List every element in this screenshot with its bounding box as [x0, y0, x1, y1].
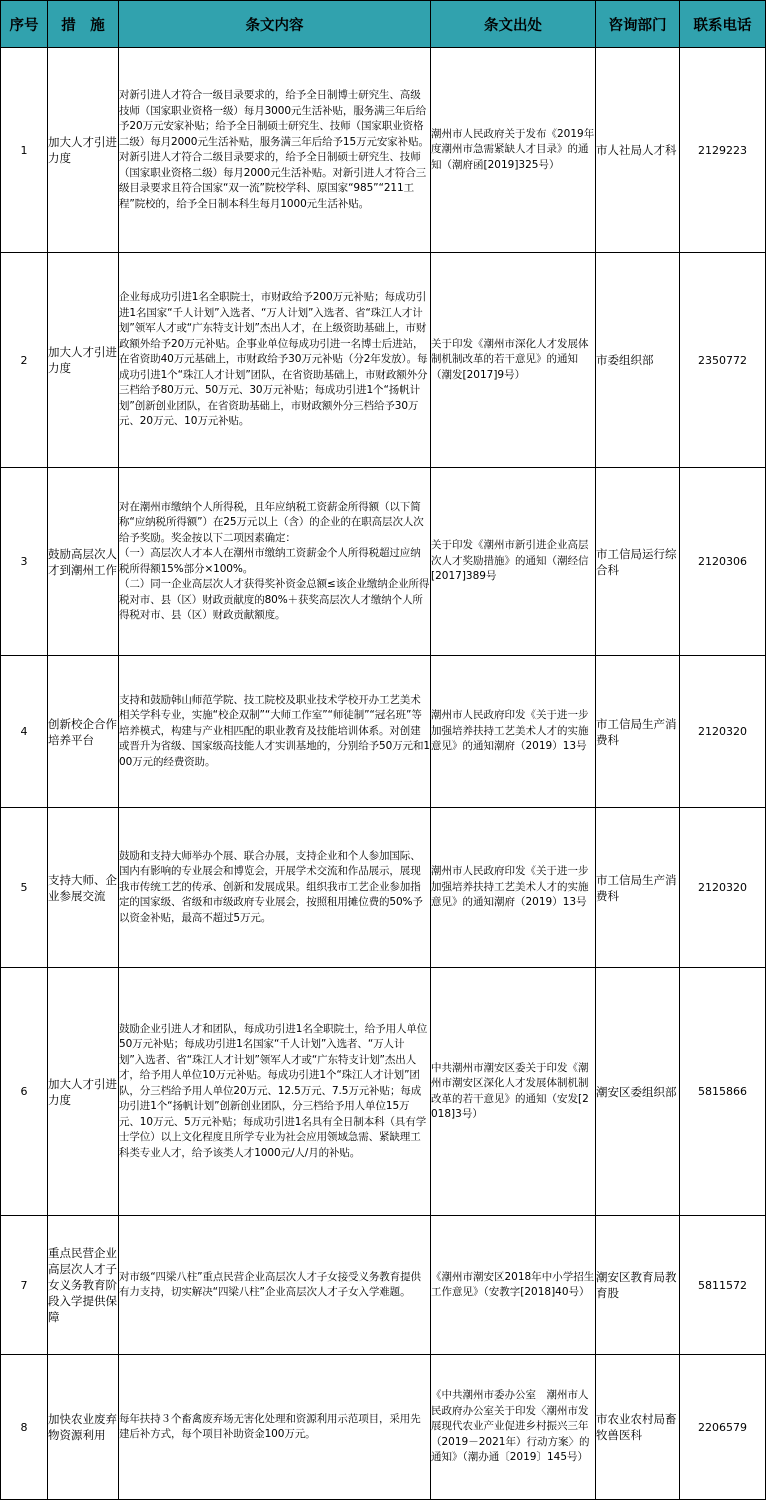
content-cell — [119, 468, 431, 656]
phone-cell: 5815866 — [680, 968, 766, 1216]
phone-cell: 2350772 — [680, 253, 766, 468]
measure-cell: 加大人才引进力度 — [48, 48, 119, 253]
phone-cell: 2129223 — [680, 48, 766, 253]
row-number: 4 — [1, 656, 48, 808]
content-paragraph: 鼓励和支持大师举办个展、联合办展，支持企业和个人参加国际、国内有影响的专业展会和博览会，开展学术交流和作品展示，展现我市传统工艺的传承、创新和发展成果。组织我市工艺企业参加指定的国家级、省级和市级政府专业展会，按照租用摊位费的50%予以资金补贴，最高不超过5万元。 — [119, 849, 423, 924]
row-number: 5 — [1, 808, 48, 968]
content-cell — [119, 808, 431, 968]
measure-cell: 鼓励高层次人才到潮州工作 — [48, 468, 119, 656]
row-number: 7 — [1, 1216, 48, 1355]
content-paragraph: 对新引进人才符合一级目录要求的，给予全日制博士研究生、高级技师（国家职业资格一级）每月3000元生活补贴，服务满三年后给予20万元安家补贴；给予全日制硕士研究生、技师（国家职业资格二级）每月2000元生活补贴，服务满三年后给予15万元安家补贴。对新引进人才符合二级目录要求的，给予全日制硕士研究生、技师（国家职业资格二级）每月2000元生活补贴。对新引进人才符合三级目录要求且符合国家“双一流”院校学科、原国家“985”“211工程”院校的，给予全日制本科生每月1000元生活补贴。 — [119, 89, 429, 210]
content-paragraph: 支持和鼓励韩山师范学院、技工院校及职业技术学校开办工艺美术相关学科专业，实施“校企双制”“大师工作室”“师徒制”“冠名班”等培养模式，构建与产业相匹配的职业教育及技能培训体系。对创建或晋升为省级、国家级高技能人才实训基地的，分别给予50万元和100万元的经费资助。 — [119, 693, 430, 768]
content-cell — [119, 253, 431, 468]
source-cell: 潮州市人民政府印发《关于进一步加强培养扶持工艺美术人才的实施意见》的通知潮府（2019）13号 — [431, 808, 596, 968]
header-dept: 咨询部门 — [596, 1, 680, 48]
source-cell: 关于印发《潮州市新引进企业高层次人才奖励措施》的通知（潮经信[2017]389号 — [431, 468, 596, 656]
header-no: 序号 — [1, 1, 48, 48]
content-paragraph: 鼓励企业引进人才和团队，每成功引进1名全职院士，给予用人单位50万元补贴；每成功引进1名国家“千人计划”入选者、“万人计划”入选者、省“珠江人才计划”领军人才或“广东特支计划”杰出人才，给予用人单位10万元补贴。每成功引进1个“珠江人才计划”团队，分三档给予用人单位20万元、12.5万元、7.5万元补贴；每成功引进1个“扬帆计划”创新创业团队，分三档给予用人单位15万元、10万元、5万元补贴；每成功引进1名具有全日制本科（具有学士学位）以上文化程度且所学专业为社会应用领域急需、紧缺理工科类专业人才，给予该类人才1000元/人/月的补贴。 — [119, 1022, 428, 1159]
content-cell — [119, 1216, 431, 1355]
table-row — [1, 253, 766, 468]
measure-cell: 支持大师、企业参展交流 — [48, 808, 119, 968]
row-number: 1 — [1, 48, 48, 253]
header-row — [1, 1, 766, 48]
row-number: 3 — [1, 468, 48, 656]
measure-cell: 加大人才引进力度 — [48, 968, 119, 1216]
table-row — [1, 468, 766, 656]
header-measure: 措 施 — [48, 1, 119, 48]
source-cell: 《潮州市潮安区2018年中小学招生工作意见》（安教字[2018]40号） — [431, 1216, 596, 1355]
source-cell: 中共潮州市潮安区委关于印发《潮州市潮安区深化人才发展体制机制改革的若干意见》的通知（安发[2018]3号） — [431, 968, 596, 1216]
content-cell — [119, 656, 431, 808]
dept-cell: 潮安区委组织部 — [596, 968, 680, 1216]
table-row — [1, 808, 766, 968]
dept-cell: 市工信局生产消费科 — [596, 808, 680, 968]
table-row — [1, 656, 766, 808]
dept-cell: 潮安区教育局教育股 — [596, 1216, 680, 1355]
content-paragraph: 对在潮州市缴纳个人所得税，且年应纳税工资薪金所得额（以下简称“应纳税所得额”）在25万元以上（含）的企业的在职高层次人次给予奖励。奖金按以下二项因素确定： — [119, 500, 424, 544]
content-cell — [119, 48, 431, 253]
content-cell — [119, 968, 431, 1216]
measure-cell: 创新校企合作培养平台 — [48, 656, 119, 808]
content-paragraph: （二）同一企业高层次人才获得奖补资金总额≤该企业缴纳企业所得税对市、县（区）财政贡献度的80%＋获奖高层次人才缴纳个人所得税对市、县（区）财政贡献额度。 — [119, 578, 430, 621]
source-cell: 《中共潮州市委办公室 潮州市人民政府办公室关于印发〈潮州市发展现代农业产业促进乡村振兴三年（2019－2021年）行动方案〉的通知》（潮办通〔2019〕145号） — [431, 1355, 596, 1500]
measure-cell: 加快农业废弃物资源利用 — [48, 1355, 119, 1500]
header-source: 条文出处 — [431, 1, 596, 48]
dept-cell: 市委组织部 — [596, 253, 680, 468]
phone-cell: 2120306 — [680, 468, 766, 656]
content-paragraph: （一）高层次人才本人在潮州市缴纳工资薪金个人所得税超过应纳税所得额15%部分×100%。 — [119, 547, 421, 575]
row-number: 6 — [1, 968, 48, 1216]
content-paragraph: 对市级“四梁八柱”重点民营企业高层次人才子女接受义务教育提供有力支持，切实解决“四梁八柱”企业高层次人才子女入学难题。 — [119, 1270, 421, 1298]
table-row — [1, 48, 766, 253]
header-phone: 联系电话 — [680, 1, 766, 48]
content-paragraph: 每年扶持３个畜禽废弃场无害化处理和资源利用示范项目，采用先建后补方式，每个项目补助资金100万元。 — [119, 1412, 421, 1440]
table-row — [1, 1355, 766, 1500]
dept-cell: 市工信局运行综合科 — [596, 468, 680, 656]
content-cell — [119, 1355, 431, 1500]
table-row — [1, 968, 766, 1216]
phone-cell: 5811572 — [680, 1216, 766, 1355]
dept-cell: 市农业农村局畜牧兽医科 — [596, 1355, 680, 1500]
measure-cell: 重点民营企业高层次人才子女义务教育阶段入学提供保障 — [48, 1216, 119, 1355]
phone-cell: 2206579 — [680, 1355, 766, 1500]
measure-cell: 加大人才引进力度 — [48, 253, 119, 468]
dept-cell: 市工信局生产消费科 — [596, 656, 680, 808]
header-content: 条文内容 — [119, 1, 431, 48]
phone-cell: 2120320 — [680, 656, 766, 808]
source-cell: 潮州市人民政府印发《关于进一步加强培养扶持工艺美术人才的实施意见》的通知潮府（2019）13号 — [431, 656, 596, 808]
table-row — [1, 1216, 766, 1355]
row-number: 2 — [1, 253, 48, 468]
dept-cell: 市人社局人才科 — [596, 48, 680, 253]
content-paragraph: 企业每成功引进1名全职院士，市财政给予200万元补贴；每成功引进1名国家“千人计划”入选者、“万人计划”入选者、省“珠江人才计划”领军人才或“广东特支计划”杰出人才，在上级资助基础上，市财政额外给予20万元补贴。企事业单位每成功引进一名博士后进站，在省资助40万元基础上，市财政给予30万元补贴（分2年发放）。每成功引进1个“珠江人才计划”团队，在省资助基础上，市财政额外分三档给予80万元、50万元、30万元补贴；每成功引进1个“扬帆计划”创新创业团队，在省资助基础上，市财政额外分三档给予30万元、20万元、10万元补贴。 — [119, 291, 428, 428]
row-number: 8 — [1, 1355, 48, 1500]
phone-cell: 2120320 — [680, 808, 766, 968]
source-cell: 潮州市人民政府关于发布《2019年度潮州市急需紧缺人才目录》的通知（潮府函[2019]325号） — [431, 48, 596, 253]
source-cell: 关于印发《潮州市深化人才发展体制机制改革的若干意见》的通知（潮发[2017]9号） — [431, 253, 596, 468]
